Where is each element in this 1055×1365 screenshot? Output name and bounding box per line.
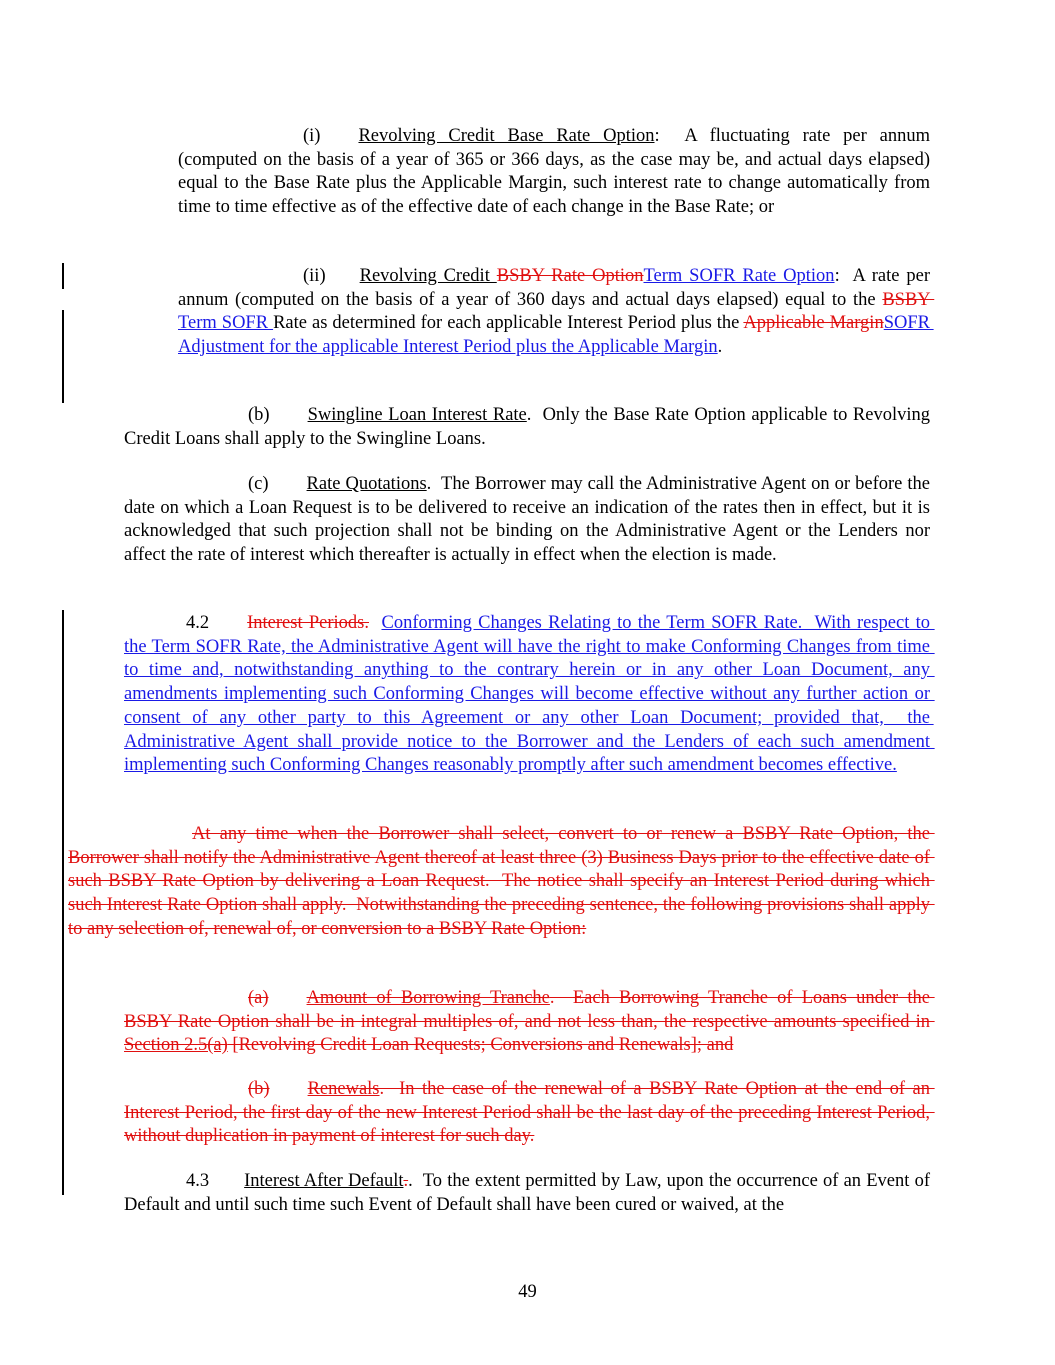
deleted-paragraph [68,823,935,942]
item-number: (ii) [303,266,326,286]
deleted-item-b [124,1078,935,1149]
paragraph-ii [178,265,935,360]
item-body: . Each Borrowing Tranche of Loans under the BSBY Rate Option shall be in integral multiples of, and not less than, the respective amounts specified in [124,988,935,1032]
item-body: Rate as determined for each applicable Interest Period plus the [273,313,744,334]
section-4-3 [124,1170,935,1217]
item-body: : A rate per annum (computed on the basis of a year of 360 days and actual days elapsed) equal to the [178,266,935,310]
section-4-2 [124,612,935,778]
section-heading: Interest After Default [244,1171,404,1191]
item-heading: Rate Quotations [306,474,427,494]
item-body: . In the case of the renewal of a BSBY Rate Option at the end of an Interest Period, the first day of the new Interest Period shall be the last day of the preceding Interest Period, without duplication in payment of interest for such day. [124,1079,935,1147]
item-number: (b) [248,1079,270,1099]
deleted-text: Applicable Margin [743,313,884,334]
deleted-item-a [124,987,935,1058]
section-number: 4.3 [186,1171,210,1191]
deleted-text: BSBY [882,289,935,310]
section-number: 4.2 [186,613,210,633]
item-number: (c) [248,474,269,494]
item-heading: Renewals [307,1079,380,1099]
change-bar [62,263,64,289]
page-number: 49 [518,1282,537,1302]
paragraph-i [178,125,935,220]
paragraph-b [124,404,935,451]
change-bar [62,310,64,403]
item-body: [Revolving Credit Loan Requests; Conversions and Renewals]; and [227,1035,734,1056]
item-number: (b) [248,405,270,425]
item-body: . Only the Base Rate Option applicable to Revolving Credit Loans shall apply to the Swingline Loans. [124,405,935,449]
deleted-text: BSBY Rate Option [496,266,644,286]
item-body: : A fluctuating rate per annum (computed on the basis of a year of 365 or 366 days, as the case may be, and actual days elapsed) equal to the Base Rate plus the Applicable Margin, such interest rate to change automatically from time to time effective as of the effective date of each change in the Base Rate; or [178,126,935,218]
item-heading: Revolving Credit [359,266,497,286]
deleted-text: At any time when the Borrower shall select, convert to or renew a BSBY Rate Option, the Borrower shall notify the Administrative Agent thereof at least three (3) Business Days prior to the effective date of such BSBY Rate Option by delivering a Loan Request. The notice shall specify an Interest Period during which such Interest Rate Option shall apply. Notwithstanding the preceding sentence, the following provisions shall apply to any selection of, renewal of, or conversion to a BSBY Rate Option: [68,824,935,939]
inserted-text: SOFR Adjustment for the applicable Interest Period plus the Applicable Margin [178,313,934,358]
inserted-text: Conforming Changes Relating to the Term SOFR Rate. With respect to the Term SOFR Rate, the Administrative Agent will have the right to make Conforming Changes from time to time and, notwithstanding anything to the contrary herein or in any other Loan Document, any amendments implementing such Conforming Changes will become effective without any further action or consent of any other party to this Agreement or any other Loan Document; provided that, the Administrative Agent shall provide notice to the Borrower and the Lenders of each such amendment implementing such Conforming Changes reasonably promptly after such amendment becomes effective. [124,613,935,776]
change-bar [62,610,64,1195]
item-heading: Amount of Borrowing Tranche [306,988,550,1008]
item-number: (a) [248,988,269,1008]
spacer [369,613,382,633]
inserted-text: Term SOFR [178,313,274,334]
item-heading: Swingline Loan Interest Rate [307,405,527,425]
section-reference: Section 2.5(a) [124,1035,228,1056]
inserted-text: Term SOFR Rate Option [643,266,835,286]
paragraph-c [124,473,935,568]
item-body: . [717,337,723,358]
item-heading: Revolving Credit Base Rate Option [358,126,655,146]
section-body: . To the extent permitted by Law, upon the occurrence of an Event of Default and until such time such Event of Default shall have been cured or waived, at the [124,1171,935,1215]
deleted-text: . [403,1171,409,1191]
item-number: (i) [303,126,321,146]
item-body: . The Borrower may call the Administrative Agent on or before the date on which a Loan Request is to be delivered to receive an indication of the rates then in effect, but it is acknowledged that such projection shall not be binding on the Administrative Agent or the Lenders nor affect the rate of interest which thereafter is actually in effect when the election is made. [124,474,935,566]
deleted-text: Interest Periods. [247,613,369,633]
